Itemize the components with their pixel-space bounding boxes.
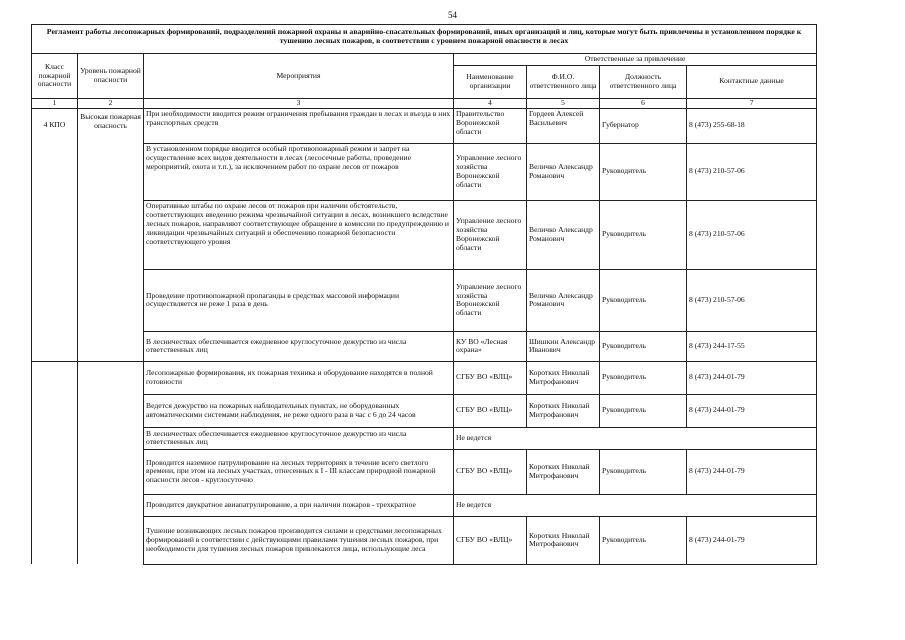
fire-level-cell: Высокая пожарная опасность bbox=[78, 108, 144, 361]
fio-cell: Величко Александр Романович bbox=[527, 143, 600, 200]
fio-cell: Коротких Николай Митрофанович bbox=[527, 394, 600, 427]
position-cell: Губернатор bbox=[600, 108, 687, 143]
contact-cell: 8 (473) 244-01-79 bbox=[687, 449, 817, 494]
position-cell: Руководитель bbox=[600, 143, 687, 200]
not-conducted-cell: Не ведется bbox=[454, 427, 817, 449]
position-cell: Руководитель bbox=[600, 516, 687, 564]
header-org: Наименование организации bbox=[454, 65, 527, 98]
measure-cell: Проведение противопожарной пропаганды в средствах массовой информации осуществляется не реже 1 раза в день bbox=[144, 269, 454, 331]
contact-cell: 8 (473) 210-57-06 bbox=[687, 143, 817, 200]
position-cell: Руководитель bbox=[600, 449, 687, 494]
table-row bbox=[32, 361, 817, 394]
fio-cell: Коротких Николай Митрофанович bbox=[527, 449, 600, 494]
column-number: 1 bbox=[32, 98, 78, 108]
table-row bbox=[32, 516, 817, 564]
column-number: 7 bbox=[687, 98, 817, 108]
position-cell: Руководитель bbox=[600, 331, 687, 361]
fio-cell: Величко Александр Романович bbox=[527, 269, 600, 331]
table-row bbox=[32, 494, 817, 516]
measure-cell: Проводится двукратное авиапатрулирование, а при наличии пожаров - трехкратное bbox=[144, 494, 454, 516]
org-cell: КУ ВО «Лесная охрана» bbox=[454, 331, 527, 361]
table-row bbox=[32, 200, 817, 269]
header-class: Класс пожарной опасности bbox=[32, 54, 78, 99]
measure-cell: Проводится наземное патрулирование на лесных территориях в течение всего светлого времени, при этом на лесных участках, отнесенных к I - III классам природной пожарной опасности лесов - круглосуточно bbox=[144, 449, 454, 494]
position-cell: Руководитель bbox=[600, 200, 687, 269]
fire-class-cell bbox=[32, 361, 78, 564]
measure-cell: Ведется дежурство на пожарных наблюдательных пунктах, не оборудованных автоматическими системами наблюдения, не реже одного раза в час с 6 до 24 часов bbox=[144, 394, 454, 427]
document-title: Регламент работы лесопожарных формирований, подразделений пожарной охраны и аварийно-спасательных формирований, иных организаций и лиц, которые могут быть привлечены в установленном порядке к тушению лесных пожаров, в соответствии с уровнем пожарной опасности в лесах bbox=[32, 25, 817, 54]
position-cell: Руководитель bbox=[600, 361, 687, 394]
table-row bbox=[32, 449, 817, 494]
contact-cell: 8 (473) 255-68-18 bbox=[687, 108, 817, 143]
org-cell: Правительство Воронежской области bbox=[454, 108, 527, 143]
contact-cell: 8 (473) 210-57-06 bbox=[687, 200, 817, 269]
column-number: 5 bbox=[527, 98, 600, 108]
header-measures: Мероприятия bbox=[144, 54, 454, 99]
table-row bbox=[32, 108, 817, 143]
org-cell: СГБУ ВО «ВЛЦ» bbox=[454, 516, 527, 564]
table-row bbox=[32, 427, 817, 449]
header-contacts: Контактные данные bbox=[687, 65, 817, 98]
column-number: 4 bbox=[454, 98, 527, 108]
fire-class-cell: 4 КПО bbox=[32, 108, 78, 361]
fio-cell: Коротких Николай Митрофанович bbox=[527, 361, 600, 394]
org-cell: СГБУ ВО «ВЛЦ» bbox=[454, 361, 527, 394]
not-conducted-cell: Не ведется bbox=[454, 494, 817, 516]
header-position: Должность ответственного лица bbox=[600, 65, 687, 98]
measure-cell: В лесничествах обеспечивается ежедневное круглосуточное дежурство из числа ответственных лиц bbox=[144, 331, 454, 361]
measure-cell: При необходимости вводится режим ограничения пребывания граждан в лесах и въезда в них транспортных средств bbox=[144, 108, 454, 143]
fio-cell: Коротких Николай Митрофанович bbox=[527, 516, 600, 564]
fio-cell: Шишкин Александр Иванович bbox=[527, 331, 600, 361]
contact-cell: 8 (473) 244-01-79 bbox=[687, 394, 817, 427]
table-row bbox=[32, 143, 817, 200]
fio-cell: Величко Александр Романович bbox=[527, 200, 600, 269]
measure-cell: Тушение возникающих лесных пожаров производится силами и средствами лесопожарных формирований в соответствии с действующими правилами тушения лесных пожаров, при необходимости для тушения лесных пожаров привлекаются лица, использующие леса bbox=[144, 516, 454, 564]
contact-cell: 8 (473) 244-01-79 bbox=[687, 516, 817, 564]
org-cell: Управление лесного хозяйства Воронежской области bbox=[454, 200, 527, 269]
measure-cell: В установленном порядке вводится особый противопожарный режим и запрет на осуществление всех видов деятельности в лесах (лесосечные работы, проведение мероприятий, охота и т.п.), за исключением работ по охране лесов от пожаров bbox=[144, 143, 454, 200]
measure-cell: Лесопожарные формирования, их пожарная техника и оборудование находятся в полной готовности bbox=[144, 361, 454, 394]
header-level: Уровень пожарной опасности bbox=[78, 54, 144, 99]
org-cell: СГБУ ВО «ВЛЦ» bbox=[454, 449, 527, 494]
contact-cell: 8 (473) 244-01-79 bbox=[687, 361, 817, 394]
position-cell: Руководитель bbox=[600, 394, 687, 427]
column-number: 6 bbox=[600, 98, 687, 108]
org-cell: Управление лесного хозяйства Воронежской области bbox=[454, 269, 527, 331]
header-responsible: Ответственные за привлечение bbox=[454, 54, 817, 66]
table-row bbox=[32, 394, 817, 427]
contact-cell: 8 (473) 210-57-06 bbox=[687, 269, 817, 331]
measure-cell: В лесничествах обеспечивается ежедневное круглосуточное дежурство из числа ответственных лиц bbox=[144, 427, 454, 449]
org-cell: Управление лесного хозяйства Воронежской области bbox=[454, 143, 527, 200]
header-fio: Ф.И.О. ответственного лица bbox=[527, 65, 600, 98]
page-number: 54 bbox=[448, 10, 457, 20]
contact-cell: 8 (473) 244-17-55 bbox=[687, 331, 817, 361]
regulation-table bbox=[31, 24, 817, 565]
table-row bbox=[32, 269, 817, 331]
column-number: 2 bbox=[78, 98, 144, 108]
org-cell: СГБУ ВО «ВЛЦ» bbox=[454, 394, 527, 427]
table-row bbox=[32, 331, 817, 361]
column-number: 3 bbox=[144, 98, 454, 108]
fio-cell: Гордеев Алексей Васильевич bbox=[527, 108, 600, 143]
measure-cell: Оперативные штабы по охране лесов от пожаров при наличии обстоятельств, соответствующих введению режима чрезвычайной ситуации в лесах, возникшего вследствие лесных пожаров, направляют соответствующее обращение в комиссии по предупреждению и ликвидации чрезвычайных ситуаций и обеспечению пожарной безопасности соответствующего уровня bbox=[144, 200, 454, 269]
position-cell: Руководитель bbox=[600, 269, 687, 331]
fire-level-cell bbox=[78, 361, 144, 564]
